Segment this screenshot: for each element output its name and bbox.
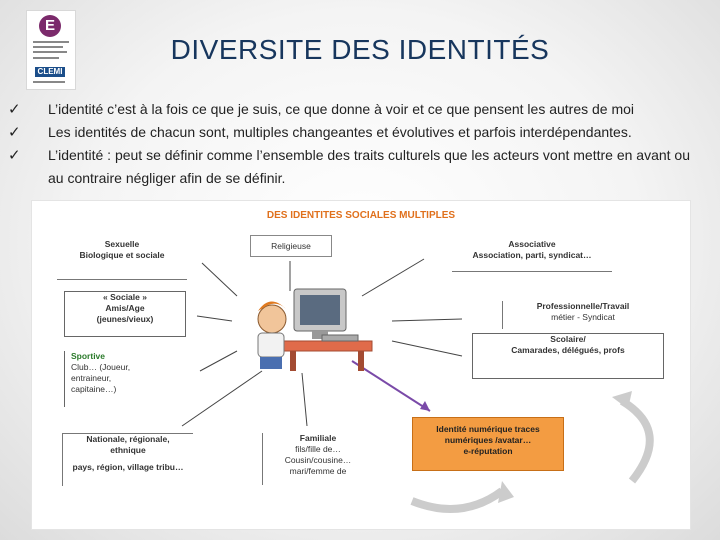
box-associative: [452, 239, 612, 272]
checkmark-icon: ✓: [8, 124, 21, 141]
box-text: pays, région, village tribu…: [72, 462, 184, 472]
bullet-text: L’identité : peut se définir comme l’ensemble des traits culturels que les acteurs vont mettre en avant ou au contraire négliger afin de se définir.: [48, 147, 691, 186]
arrow-nationale: [182, 371, 262, 426]
bullet-text: Les identités de chacun sont, multiples changeantes et évolutives et parfois interdépendantes.: [48, 124, 632, 140]
bullet-item: [8, 98, 708, 121]
checkmark-icon: ✓: [8, 101, 21, 118]
arrow-associative: [362, 259, 424, 296]
box-heading: Sportive: [71, 351, 106, 361]
box-heading: ethnique: [110, 445, 146, 455]
box-text: numériques /avatar…: [444, 435, 532, 445]
arrow-sociale: [197, 316, 232, 321]
box-religieuse: [250, 235, 332, 257]
arrow-sportive: [200, 351, 237, 371]
box-heading: Identité numérique traces: [436, 424, 540, 434]
box-scolaire: [472, 333, 664, 379]
arrow-familiale: [302, 373, 307, 426]
box-text: Biologique et sociale: [79, 250, 165, 260]
box-heading: Religieuse: [271, 241, 311, 251]
box-numerique: [412, 417, 564, 471]
box-heading: Scolaire/: [550, 334, 586, 344]
arrow-scolaire: [392, 341, 462, 356]
box-heading: Nationale, régionale,: [86, 434, 170, 444]
box-heading: Sexuelle: [104, 239, 140, 249]
box-heading: Professionnelle/Travail: [536, 301, 630, 311]
box-text: e-réputation: [463, 446, 513, 456]
box-text: Club… (Joueur,: [71, 362, 131, 372]
logo-band-text: CLEMI: [37, 67, 63, 76]
box-text: entraineur,: [71, 373, 112, 383]
box-heading: Familiale: [299, 433, 337, 443]
bullet-item: [8, 144, 708, 190]
box-heading: Associative: [508, 239, 556, 249]
box-text: Amis/Age: [105, 303, 145, 313]
identities-diagram: [31, 200, 691, 530]
box-sexuelle: [57, 239, 187, 280]
box-familiale: [262, 433, 373, 485]
box-text: fils/fille de…: [295, 444, 341, 454]
bullet-item: [8, 121, 708, 144]
box-text: Camarades, délégués, profs: [511, 345, 625, 355]
box-text: (jeunes/vieux): [96, 314, 154, 324]
box-nationale: [62, 433, 193, 486]
bullet-list: [8, 98, 708, 190]
box-text: Cousin/cousine…: [284, 455, 352, 465]
box-text: métier - Syndicat: [551, 312, 615, 322]
box-heading: « Sociale »: [103, 292, 147, 302]
diagram-title: DES IDENTITES SOCIALES MULTIPLES: [266, 210, 456, 221]
box-text: mari/femme de: [289, 466, 347, 476]
curved-arrow-right: [622, 401, 650, 481]
arrow-sexuelle: [202, 263, 237, 296]
person-at-computer: [258, 289, 372, 371]
checkmark-icon: ✓: [8, 147, 21, 164]
logo-letter: E: [39, 15, 61, 37]
curved-arrow-bottom: [412, 491, 502, 509]
box-professionnelle: [502, 301, 663, 329]
logo-line: [33, 81, 65, 83]
box-text: capitaine…): [71, 384, 117, 394]
box-sociale: [64, 291, 186, 337]
box-sportive: [64, 351, 184, 407]
slide-title: DIVERSITE DES IDENTITÉS: [170, 34, 550, 65]
bullet-text: L’identité c’est à la fois ce que je suis, ce que donne à voir et ce que pensent les autres de moi: [48, 101, 635, 117]
box-text: Association, parti, syndicat…: [472, 250, 592, 260]
arrow-pro: [392, 319, 462, 321]
